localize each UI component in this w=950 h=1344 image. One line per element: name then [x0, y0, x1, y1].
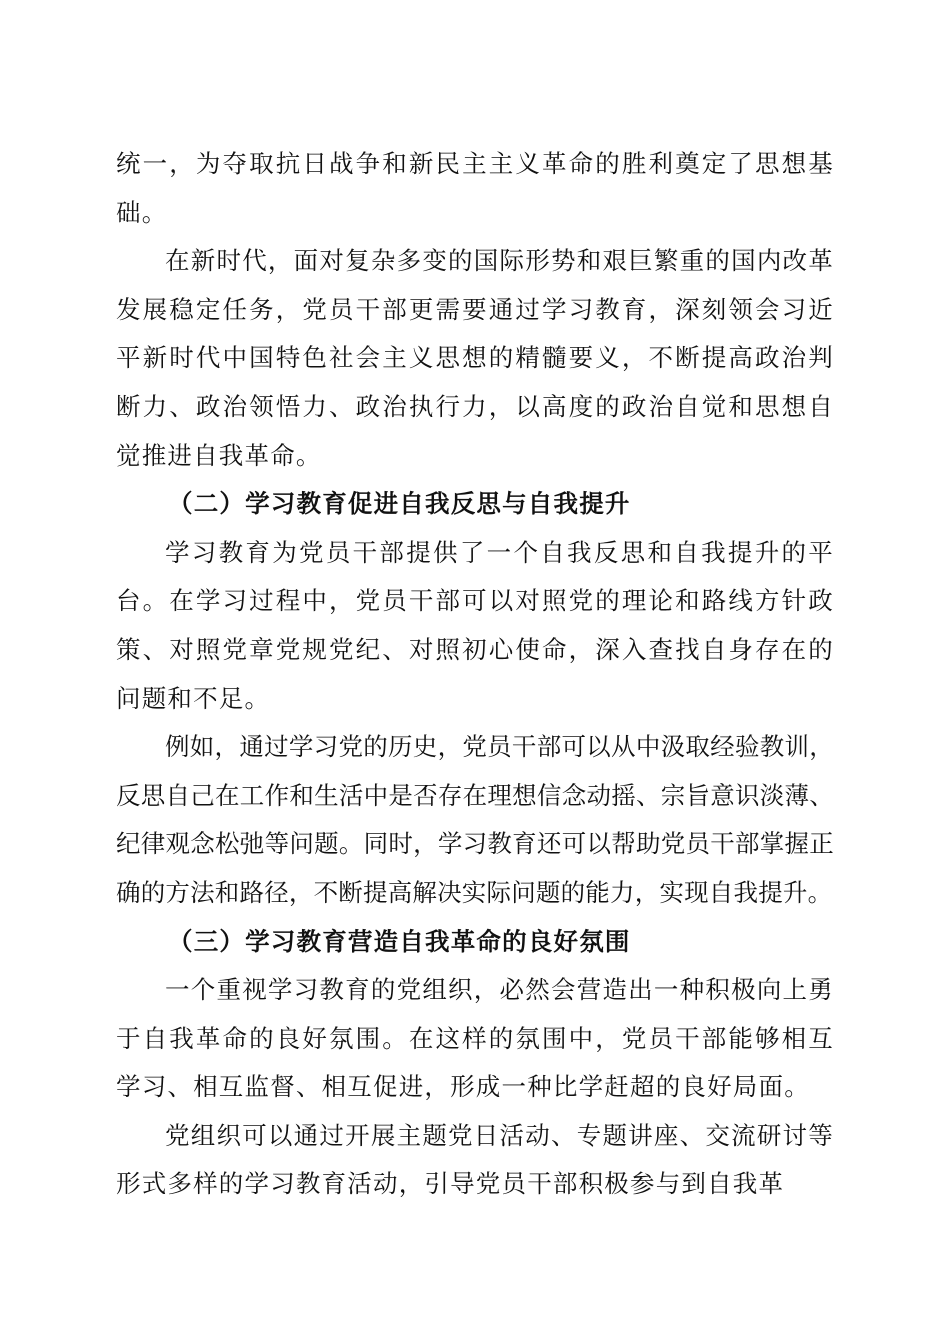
paragraph-atmosphere: 一个重视学习教育的党组织，必然会营造出一种积极向上勇于自我革命的良好氛围。在这样的氛围中，党员干部能够相互学习、相互监督、相互促进，形成一种比学赶超的良好局面。 — [116, 975, 834, 1102]
paragraph-new-era: 在新时代，面对复杂多变的国际形势和艰巨繁重的国内改革发展稳定任务，党员干部更需要通过学习教育，深刻领会习近平新时代中国特色社会主义思想的精髓要义，不断提高政治判断力、政治领悟力、政治执行力，以高度的政治自觉和思想自觉推进自我革命。 — [116, 246, 834, 470]
paragraph-party-organization: 党组织可以通过开展主题党日活动、专题讲座、交流研讨等形式多样的学习教育活动，引导党员干部积极参与到自我革 — [116, 1120, 834, 1199]
paragraph-example: 例如，通过学习党的历史，党员干部可以从中汲取经验教训，反思自己在工作和生活中是否存在理想信念动摇、宗旨意识淡薄、纪律观念松弛等问题。同时，学习教育还可以帮助党员干部掌握正确的方法和路径，不断提高解决实际问题的能力，实现自我提升。 — [116, 732, 834, 907]
section-heading-2: （二）学习教育促进自我反思与自我提升 — [168, 489, 631, 519]
paragraph-continuation: 统一，为夺取抗日战争和新民主主义革命的胜利奠定了思想基础。 — [116, 149, 834, 227]
section-heading-3: （三）学习教育营造自我革命的良好氛围 — [168, 926, 631, 956]
document-body — [116, 140, 834, 1209]
paragraph-self-reflection: 学习教育为党员干部提供了一个自我反思和自我提升的平台。在学习过程中，党员干部可以对照党的理论和路线方针政策、对照党章党规党纪、对照初心使命，深入查找自身存在的问题和不足。 — [116, 537, 834, 713]
